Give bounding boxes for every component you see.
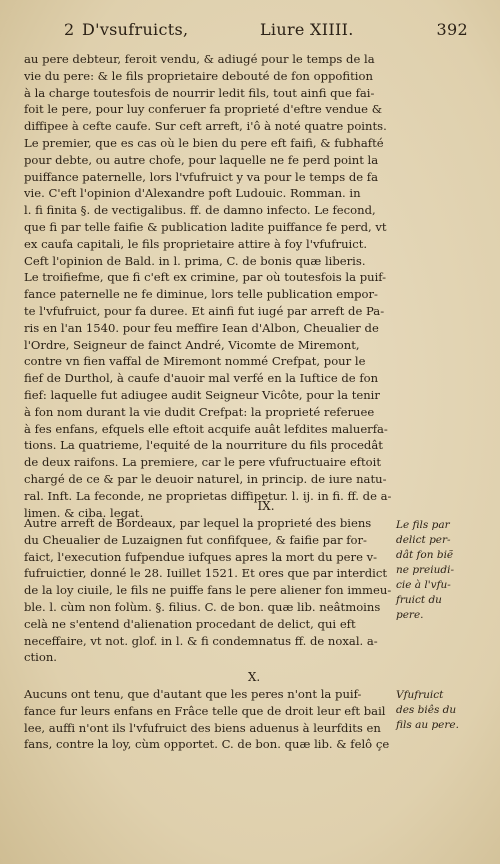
text-line: ral. Inft. La feconde, ne proprietas diffipetur. l. ij. in fi. ff. de a- — [24, 488, 392, 503]
text-line: du Cheualier de Luzaignen fut confifquee, & faifie par for- — [24, 532, 367, 547]
text-line: Aucuns ont tenu, que d'autant que les peres n'ont la puif- — [24, 687, 362, 701]
margin-note-line: pere. — [396, 609, 424, 621]
text-line: Le troifiefme, que fi c'eft ex crimine, par où toutesfois la puif- — [24, 270, 387, 285]
text-line: neceffaire, vt not. glof. in l. & fi condemnatus ff. de noxal. a- — [24, 633, 378, 648]
margin-note-2 — [396, 688, 492, 733]
text-line: fief de Durthol, à caufe d'auoir mal verfé en la Iuftice de fon — [24, 371, 379, 386]
running-title: D'vsufruicts, — [82, 20, 189, 39]
text-line: fufruictier, donné le 28. Iuillet 1521. Et ores que par interdict — [24, 566, 387, 581]
text-line: fance paternelle ne fe diminue, lors telle publication empor- — [24, 287, 378, 302]
text-line: contre vn fien vaffal de Miremont nommé Crefpat, pour le — [24, 354, 366, 369]
margin-note-line: fruict du — [396, 594, 442, 606]
text-line: à fes enfans, efquels elle eftoit acquife auât lefdites maluerfa- — [24, 421, 388, 436]
text-line: lee, auffi n'ont ils l'vfufruict des biens aduenus à leurfdits en — [24, 720, 381, 735]
text-line: vie du pere: & le fils proprietaire debouté de fon oppofition — [24, 68, 373, 83]
text-line: Le premier, que es cas où le bien du pere eft faifi, & fubhafté — [24, 135, 384, 150]
margin-note-line: fils au pere. — [396, 719, 459, 731]
text-line: foit le pere, pour luy conferuer fa proprieté d'eftre vendue & — [24, 102, 383, 117]
text-line: ex caufa capitali, le fils proprietaire attire à foy l'vfufruict. — [24, 236, 368, 251]
margin-note-line: delict per- — [396, 534, 451, 546]
text-line: à la charge toutesfois de nourrir ledit fils, tout ainfi que fai- — [24, 85, 375, 100]
text-line: ble. l. cùm non folùm. §. filius. C. de bon. quæ lib. neâtmoins — [24, 599, 381, 614]
text-line: faict, l'execution fufpendue iufques apres la mort du pere v- — [24, 549, 378, 564]
text-line: Ceft l'opinion de Bald. in l. prima, C. de bonis quæ liberis. — [24, 253, 366, 268]
text-line: puiffance paternelle, lors l'vfufruict y va pour le temps de fa — [24, 169, 379, 184]
text-line: diffipee à cefte caufe. Sur ceft arreft, i'ô à noté quatre points. — [24, 119, 387, 134]
margin-note-line: ne preiudi- — [396, 564, 455, 576]
section-heading-ix: IX. — [257, 499, 275, 513]
section-heading-x: X. — [247, 670, 261, 684]
text-line: de la loy ciuile, le fils ne puiffe fans le pere aliener fon immeu- — [24, 583, 392, 598]
text-line: fance fur leurs enfans en Frâce telle que de droit leur eft bail — [24, 703, 386, 718]
text-line: vie. C'eft l'opinion d'Alexandre poft Ludouic. Romman. in — [24, 186, 361, 201]
paragraph-1 — [24, 51, 396, 521]
text-line: de deux raifons. La premiere, car le pere vfufructuaire eftoit — [24, 455, 381, 470]
text-line: Autre arreft de Bordeaux, par lequel la proprieté des biens — [24, 516, 372, 530]
margin-note-line: Vfufruict — [396, 689, 444, 701]
text-line: l'Ordre, Seigneur de fainct André, Vicomte de Miremont, — [24, 337, 360, 352]
text-line: fief: laquelle fut adiugee audit Seigneur Vicôte, pour la tenir — [24, 387, 380, 402]
book-label: Liure XIIII. — [260, 20, 354, 39]
text-line: pour debte, ou autre chofe, pour laquelle ne fe perd point la — [24, 152, 379, 167]
margin-note-line: dât fon biẽ — [396, 549, 454, 561]
page-number: 392 — [436, 20, 468, 39]
margin-note-line: cie à l'vfu- — [396, 579, 451, 591]
text-line: tions. La quatrieme, l'equité de la nourriture du fils procedât — [24, 438, 383, 453]
text-line: limen. & ciba. legat. — [24, 505, 144, 520]
text-line: ris en l'an 1540. pour feu meffire Iean d'Albon, Cheualier de — [24, 320, 379, 335]
running-header — [64, 20, 468, 42]
text-line: que fi par telle faifie & publication ladite puiffance fe perd, vt — [24, 219, 387, 234]
text-line: fans, contre la loy, cùm opportet. C. de bon. quæ lib. & felô çe — [24, 737, 390, 752]
text-line: chargé de ce & par le deuoir naturel, in princip. de iure natu- — [24, 471, 387, 486]
text-line: te l'vfufruict, pour fa duree. Et ainfi fut iugé par arreft de Pa- — [24, 303, 385, 318]
paragraph-3 — [24, 686, 404, 753]
margin-note-line: des biês du — [396, 704, 457, 716]
leaf-number: 2 — [64, 20, 75, 39]
paragraph-2 — [24, 515, 404, 666]
margin-note-line: Le fils par — [396, 519, 450, 531]
text-line: l. fi finita §. de vectigalibus. ff. de damno infecto. Le fecond, — [24, 203, 376, 218]
text-line: celà ne s'entend d'alienation procedant de delict, qui eft — [24, 616, 356, 631]
text-line: ction. — [24, 650, 57, 665]
text-line: au pere debteur, feroit vendu, & adiugé pour le temps de la — [24, 52, 375, 66]
margin-note-1 — [396, 518, 492, 623]
text-line: à fon nom durant la vie dudit Crefpat: la proprieté referuee — [24, 404, 375, 419]
